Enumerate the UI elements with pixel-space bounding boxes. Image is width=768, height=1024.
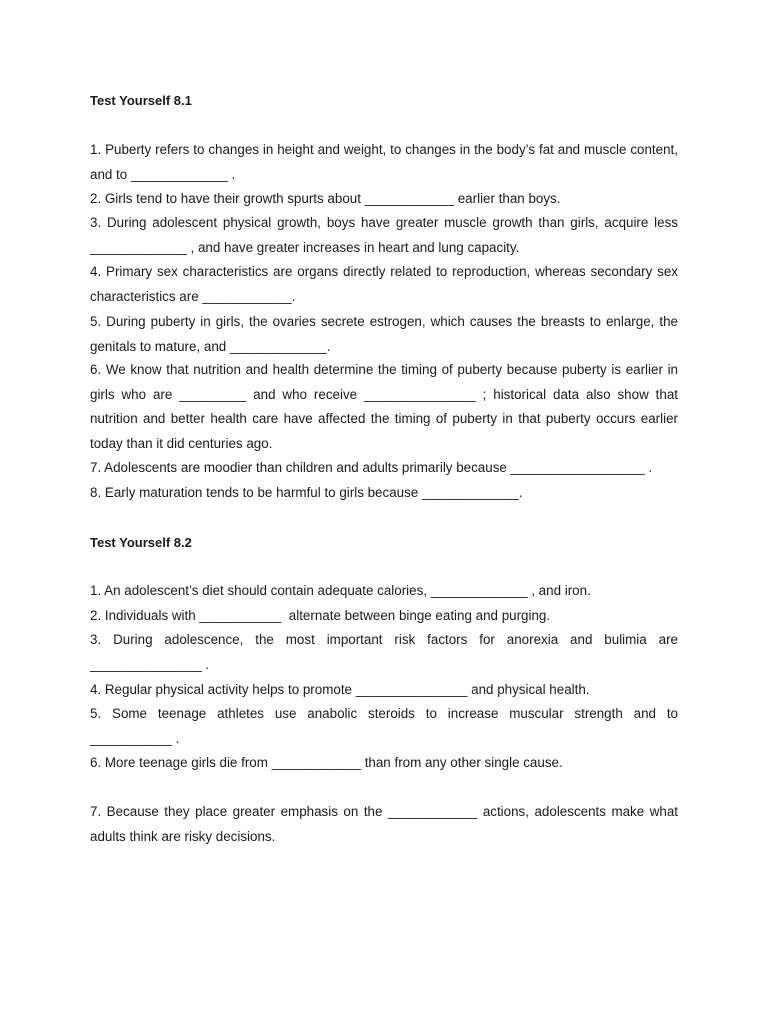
section-title-8-2: Test Yourself 8.2 — [90, 535, 192, 550]
question-8-2-6: 6. More teenage girls die from ____________ than from any other single cause. — [90, 755, 563, 770]
question-8-1-1: 1. Puberty refers to changes in height and weight, to changes in the body’s fat and muscle content, and to _____________ . — [90, 142, 678, 182]
question-8-2-3: 3. During adolescence, the most important risk factors for anorexia and bulimia are _______________ . — [90, 632, 678, 672]
question-8-1-6: 6. We know that nutrition and health determine the timing of puberty because puberty is earlier in girls who are _________ and who receive _______________ ; historical data also show that nutrition and better health care have affected the timing of puberty in that puberty occurs earlier today than it did centuries ago. — [90, 362, 678, 451]
question-8-2-4: 4. Regular physical activity helps to promote _______________ and physical health. — [90, 682, 590, 697]
question-8-1-3: 3. During adolescent physical growth, boys have greater muscle growth than girls, acquire less _____________ , and have greater increases in heart and lung capacity. — [90, 215, 678, 255]
question-8-2-1: 1. An adolescent’s diet should contain adequate calories, _____________ , and iron. — [90, 583, 591, 598]
question-8-1-2: 2. Girls tend to have their growth spurts about ____________ earlier than boys. — [90, 191, 561, 206]
question-8-2-5: 5. Some teenage athletes use anabolic steroids to increase muscular strength and to ___________ . — [90, 706, 678, 746]
section-title-8-1: Test Yourself 8.1 — [90, 93, 192, 108]
question-8-2-2: 2. Individuals with ___________ alternate between binge eating and purging. — [90, 608, 551, 623]
question-8-1-7: 7. Adolescents are moodier than children and adults primarily because __________________ . — [90, 460, 653, 475]
question-8-1-4: 4. Primary sex characteristics are organs directly related to reproduction, whereas secondary sex characteristics are ____________. — [90, 264, 678, 304]
question-8-1-8: 8. Early maturation tends to be harmful to girls because _____________. — [90, 485, 523, 500]
question-8-1-5: 5. During puberty in girls, the ovaries secrete estrogen, which causes the breasts to enlarge, the genitals to mature, and _____________. — [90, 314, 678, 354]
question-8-2-7: 7. Because they place greater emphasis on the ____________ actions, adolescents make what adults think are risky decisions. — [90, 804, 678, 844]
